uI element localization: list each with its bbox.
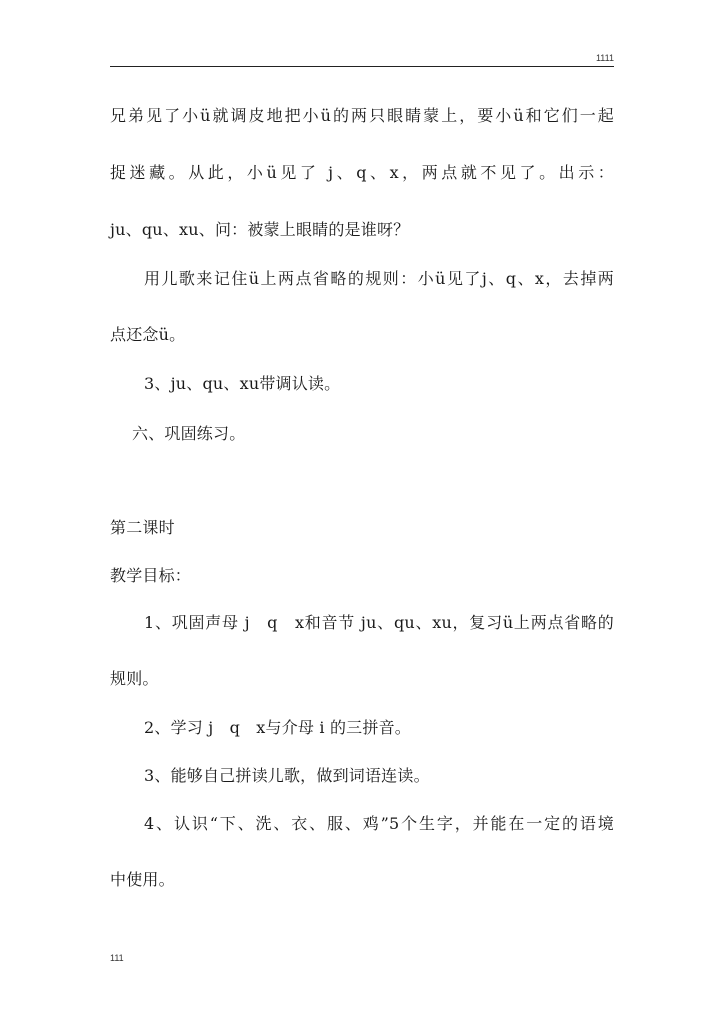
objective-item: 4、认识“下、洗、衣、服、鸡”5个生字，并能在一定的语境 xyxy=(144,814,614,833)
paragraph-line: 规则。 xyxy=(110,669,159,688)
paragraph-line: 中使用。 xyxy=(110,870,175,889)
paragraph-line: ju、qu、xu、问：被蒙上眼睛的是谁呀？ xyxy=(110,220,410,239)
footer-page-number: 111 xyxy=(110,953,124,963)
lesson-heading: 第二课时 xyxy=(110,518,175,537)
paragraph-line: 点还念ü。 xyxy=(110,325,186,344)
objective-item: 1、巩固声母 j q x和音节 ju、qu、xu，复习ü上两点省略的 xyxy=(144,613,614,632)
section-heading: 六、巩固练习。 xyxy=(132,424,246,443)
header-page-number: 1111 xyxy=(595,53,614,63)
paragraph-line: 捉迷藏。从此，小ü见了 j、q、x，两点就不见了。出示： xyxy=(110,163,614,182)
objectives-heading: 教学目标： xyxy=(110,566,192,585)
header-rule xyxy=(110,66,614,67)
paragraph-line: 兄弟见了小ü就调皮地把小ü的两只眼睛蒙上，要小ü和它们一起 xyxy=(110,106,614,125)
paragraph-line: 用儿歌来记住ü上两点省略的规则：小ü见了j、q、x，去掉两 xyxy=(144,269,614,288)
objective-item: 3、能够自己拼读儿歌，做到词语连读。 xyxy=(144,766,430,785)
objective-item: 2、学习 j q x与介母 i 的三拼音。 xyxy=(144,718,411,737)
paragraph-line: 3、ju、qu、xu带调认读。 xyxy=(144,374,341,393)
